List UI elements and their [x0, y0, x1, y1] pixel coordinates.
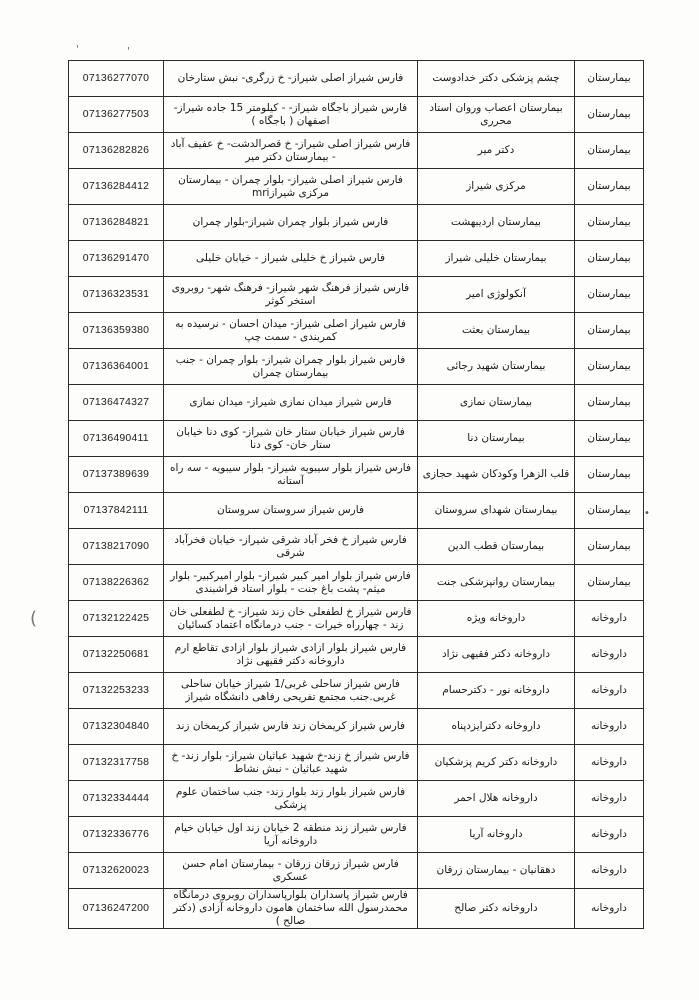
facility-name-cell: داروخانه ویژه: [418, 601, 575, 637]
facility-name-cell: بیمارستان قطب الدین: [418, 529, 575, 565]
phone-cell: 07137842111: [69, 493, 164, 529]
address-cell: فارس شیراز بلوار چمران شیراز-بلوار چمران: [164, 205, 418, 241]
facility-name-cell: چشم پزشکی دکتر خدادوست: [418, 61, 575, 97]
address-cell: فارس شیراز سروستان سروستان: [164, 493, 418, 529]
address-cell: فارس شیراز کریمخان زند فارس شیراز کریمخان زند: [164, 709, 418, 745]
facility-name-cell: بیمارستان خلیلی شیراز: [418, 241, 575, 277]
facility-type-cell: داروخانه: [575, 853, 644, 889]
facility-type-cell: بیمارستان: [575, 421, 644, 457]
table-row: [69, 781, 644, 817]
address-cell: فارس شیراز اصلی شیراز- میدان احسان - نرسیده به کمربندی - سمت چپ: [164, 313, 418, 349]
phone-cell: 07136277503: [69, 97, 164, 133]
address-cell: فارس شیراز خیابان ستار خان شیراز- کوی دنا خیابان ستار خان- کوی دنا: [164, 421, 418, 457]
scan-speck: ': [76, 44, 79, 55]
facility-name-cell: بیمارستان دنا: [418, 421, 575, 457]
phone-cell: 07132250681: [69, 637, 164, 673]
address-cell: فارس شیراز خ فخر آباد شرقی شیراز- خیابان فخرآباد شرقی: [164, 529, 418, 565]
table-row: [69, 385, 644, 421]
facility-type-cell: بیمارستان: [575, 565, 644, 601]
phone-cell: 07132317758: [69, 745, 164, 781]
facility-type-cell: بیمارستان: [575, 385, 644, 421]
phone-cell: 07136284412: [69, 169, 164, 205]
facility-name-cell: داروخانه دکتر صالح: [418, 889, 575, 929]
table-row: [69, 457, 644, 493]
facility-type-cell: داروخانه: [575, 709, 644, 745]
table-row: [69, 673, 644, 709]
table-row: [69, 421, 644, 457]
facility-type-cell: داروخانه: [575, 601, 644, 637]
phone-cell: 07137389639: [69, 457, 164, 493]
address-cell: فارس شیراز خ لطفعلی خان زند شیراز- خ لطفعلی خان زند - چهارراه خیرات - جنب درمانگاه اعتماد کسائیان: [164, 601, 418, 637]
directory-table: [68, 60, 644, 929]
facility-name-cell: داروخانه دکتر فقیهی نژاد: [418, 637, 575, 673]
phone-cell: 07136282826: [69, 133, 164, 169]
address-cell: فارس شیراز زرقان زرقان - بیمارستان امام حسن عسکری: [164, 853, 418, 889]
table-row: [69, 493, 644, 529]
phone-cell: 07136284821: [69, 205, 164, 241]
facility-type-cell: بیمارستان: [575, 529, 644, 565]
table-row: [69, 889, 644, 929]
facility-type-cell: داروخانه: [575, 745, 644, 781]
facility-type-cell: بیمارستان: [575, 205, 644, 241]
table-row: [69, 637, 644, 673]
facility-name-cell: آنکولوژی امیر: [418, 277, 575, 313]
facility-name-cell: بیمارستان شهید رجائی: [418, 349, 575, 385]
address-cell: فارس شیراز خ خلیلی شیراز - خیابان خلیلی: [164, 241, 418, 277]
facility-type-cell: بیمارستان: [575, 97, 644, 133]
table-row: [69, 133, 644, 169]
table-row: [69, 313, 644, 349]
table-row: [69, 97, 644, 133]
table-row: [69, 349, 644, 385]
table-row: [69, 169, 644, 205]
facility-name-cell: بیمارستان اعصاب وروان استاد محرری: [418, 97, 575, 133]
phone-cell: 07132122425: [69, 601, 164, 637]
table-row: [69, 709, 644, 745]
facility-name-cell: داروخانه دکترایزدپناه: [418, 709, 575, 745]
phone-cell: 07136364001: [69, 349, 164, 385]
address-cell: فارس شیراز بلوار امیر کبیر شیراز- بلوار امیرکبیر- بلوار میثم- پشت باغ جنت - بلوار استاد فراشبندی: [164, 565, 418, 601]
phone-cell: 07132620023: [69, 853, 164, 889]
phone-cell: 07138226362: [69, 565, 164, 601]
address-cell: فارس شیراز پاسداران بلوارپاسداران روبروی درمانگاه محمدرسول الله ساختمان هامون داروخانه آزادی (دکتر صالح ): [164, 889, 418, 929]
phone-cell: 07136474327: [69, 385, 164, 421]
phone-cell: 07136359380: [69, 313, 164, 349]
facility-name-cell: بیمارستان نمازی: [418, 385, 575, 421]
facility-type-cell: بیمارستان: [575, 61, 644, 97]
address-cell: فارس شیراز ساحلی غربی/1 شیراز خیابان ساحلی غربی.جنب مجتمع تفریحی رفاهی دانشگاه شیراز: [164, 673, 418, 709]
facility-name-cell: بیمارستان روانپزشکی جنت: [418, 565, 575, 601]
address-cell: فارس شیراز بلوار ازادی شیراز بلوار ازادی تقاطع ارم داروخانه دکتر فقیهی نژاد: [164, 637, 418, 673]
address-cell: فارس شیراز بلوار چمران شیراز- بلوار چمران - جنب بیمارستان چمران: [164, 349, 418, 385]
facility-name-cell: دهقانیان - بیمارستان زرقان: [418, 853, 575, 889]
address-cell: فارس شیراز بلوار زند بلوار زند- جنب ساختمان علوم پزشکی: [164, 781, 418, 817]
facility-name-cell: بیمارستان شهدای سروستان: [418, 493, 575, 529]
facility-name-cell: داروخانه آریا: [418, 817, 575, 853]
address-cell: فارس شیراز اصلی شیراز- خ قصرالدشت- خ عفیف آباد - بیمارستان دکتر میر: [164, 133, 418, 169]
phone-cell: 07132334444: [69, 781, 164, 817]
phone-cell: 07136323531: [69, 277, 164, 313]
scan-speck: •: [644, 508, 650, 519]
facility-type-cell: بیمارستان: [575, 313, 644, 349]
facility-type-cell: بیمارستان: [575, 169, 644, 205]
facility-type-cell: داروخانه: [575, 889, 644, 929]
phone-cell: 07132336776: [69, 817, 164, 853]
address-cell: فارس شیراز زند منطقه 2 خیابان زند اول خیابان خیام داروخانه آریا: [164, 817, 418, 853]
address-cell: فارس شیراز بلوار سیبویه شیراز- بلوار سیبویه - سه راه آستانه: [164, 457, 418, 493]
punch-hole-mark: (: [30, 608, 38, 629]
table-row: [69, 565, 644, 601]
facility-type-cell: بیمارستان: [575, 457, 644, 493]
table-row: [69, 817, 644, 853]
table-row: [69, 61, 644, 97]
table-row: [69, 529, 644, 565]
facility-name-cell: بیمارستان بعثت: [418, 313, 575, 349]
address-cell: فارس شیراز خ زند-خ شهید عباثیان شیراز- بلوار زند- خ شهید عباثیان - نبش نشاط: [164, 745, 418, 781]
facility-type-cell: بیمارستان: [575, 277, 644, 313]
table-row: [69, 601, 644, 637]
facility-type-cell: داروخانه: [575, 817, 644, 853]
facility-type-cell: داروخانه: [575, 673, 644, 709]
phone-cell: 07136291470: [69, 241, 164, 277]
facility-name-cell: داروخانه هلال احمر: [418, 781, 575, 817]
facility-name-cell: قلب الزهرا وکودکان شهید حجازی: [418, 457, 575, 493]
address-cell: فارس شیراز میدان نمازی شیراز- میدان نمازی: [164, 385, 418, 421]
phone-cell: 07132253233: [69, 673, 164, 709]
facility-type-cell: داروخانه: [575, 781, 644, 817]
address-cell: فارس شیراز اصلی شیراز- بلوار چمران - بیمارستان مرکزی شیرازmri: [164, 169, 418, 205]
phone-cell: 07136247200: [69, 889, 164, 929]
table-row: [69, 745, 644, 781]
phone-cell: 07136277070: [69, 61, 164, 97]
scan-speck: ': [127, 46, 130, 57]
phone-cell: 07136490411: [69, 421, 164, 457]
facility-type-cell: بیمارستان: [575, 349, 644, 385]
facility-name-cell: داروخانه دکتر کریم پزشکیان: [418, 745, 575, 781]
facility-type-cell: بیمارستان: [575, 133, 644, 169]
address-cell: فارس شیراز باجگاه شیراز- - کیلومتر 15 جاده شیراز- اصفهان ( باجگاه ): [164, 97, 418, 133]
address-cell: فارس شیراز اصلی شیراز- خ زرگری- نبش ستارخان: [164, 61, 418, 97]
facility-type-cell: بیمارستان: [575, 241, 644, 277]
facility-type-cell: بیمارستان: [575, 493, 644, 529]
table-row: [69, 853, 644, 889]
table-row: [69, 241, 644, 277]
phone-cell: 07132304840: [69, 709, 164, 745]
facility-name-cell: بیمارستان اردیبهشت: [418, 205, 575, 241]
table-row: [69, 205, 644, 241]
table-row: [69, 277, 644, 313]
facility-name-cell: دکتر میر: [418, 133, 575, 169]
facility-type-cell: داروخانه: [575, 637, 644, 673]
facility-name-cell: داروخانه نور - دکترحسام: [418, 673, 575, 709]
phone-cell: 07138217090: [69, 529, 164, 565]
address-cell: فارس شیراز فرهنگ شهر شیراز- فرهنگ شهر- روبروی استخر کوثر: [164, 277, 418, 313]
facility-name-cell: مرکزی شیراز: [418, 169, 575, 205]
